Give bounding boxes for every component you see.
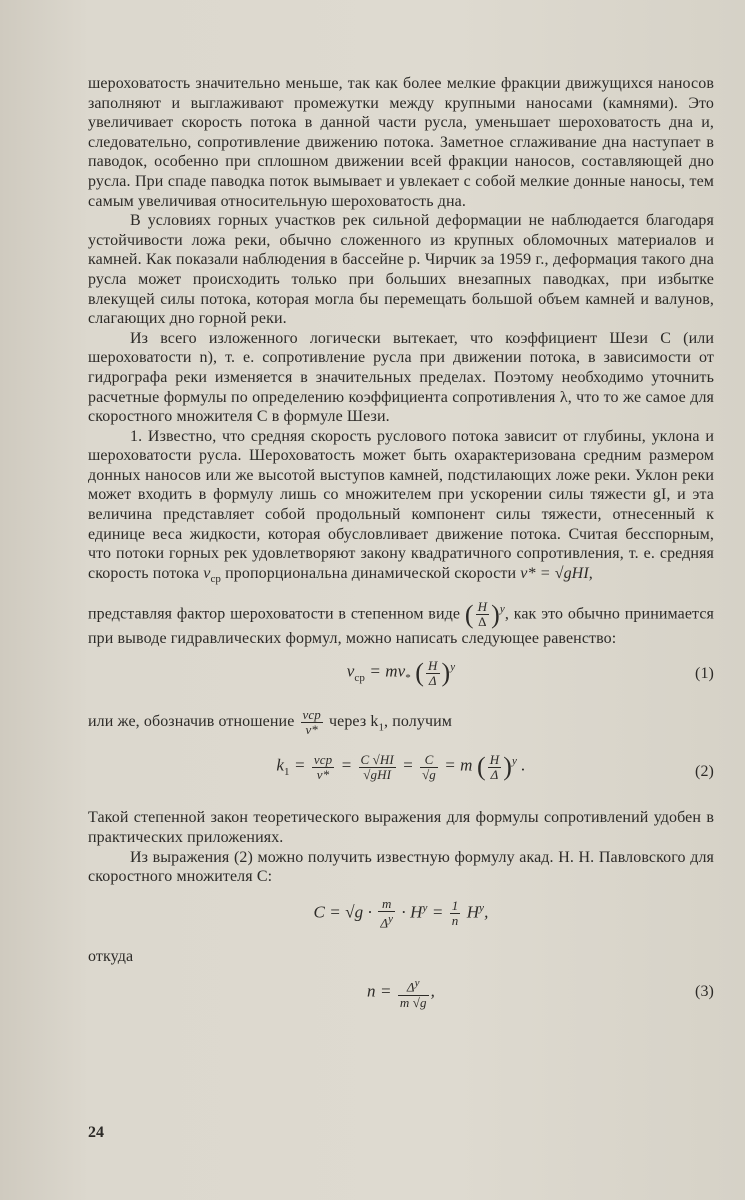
paragraph-5-end: , как это обычно принимается при выводе гидравлических формул, можно написать следующее равенство: xyxy=(88,604,714,647)
paragraph-2: В условиях горных участков рек сильной деформации не наблюдается благодаря устойчивости ложа реки, обычно сложенного из крупных обломочных материалов и камней. Как показали наблюдения в бассейне р. Чирчик за 1959 г., деформация такого дна русла может происходить только при больших внезапных паводках, при избытке влекущей силы потока, которая могла бы перемещать большой объем камней и валунов, слагающих дно горной реки. xyxy=(88,212,714,328)
paragraph-6: или же, обозначив отношение $\frac{\text{vср}}{v*}$ через $k_1$, получим xyxy=(88,707,453,738)
paragraph-3: Из всего изложенного логически вытекает, что коэффициент Шези C (или шероховатости n), т. е. сопротивление русла при движении потока, в зависимости от гидрографа реки изменяется в значительных пределах. Поэтому необходимо уточнить расчетные формулы по определению коэффициента сопротивления λ, что то же самое для скоростного множителя C в формуле Шези. xyxy=(88,329,714,426)
equation-1-number: (1) xyxy=(695,665,714,683)
dynamic-velocity: v* = √gHI, xyxy=(520,564,593,582)
equation-pavlovsky: C = √g · $\frac{m}{\Delta^y}$ · $H^y$ = $\frac{1}{n}$ $H^y$, xyxy=(313,895,489,931)
paragraph-9: откуда xyxy=(88,947,134,965)
paragraph-4 xyxy=(88,427,714,590)
velocity-symbol: v xyxy=(203,564,211,582)
body-text xyxy=(88,74,714,1026)
equation-2: $k_1$ = $\frac{\text{vср}}{v*}$ = $\frac{C √HI}{\text{√gHI}}$ = $\frac{C}{√g}$ = m ( $\frac{H}{\Delta}$ )$^y$ . (2) xyxy=(276,751,714,782)
paragraph-1: шероховатость значительно меньше, так как более мелкие фракции движущихся наносов заполняют и выглаживают промежутки между крупными наносами (камнями). Это увеличивает скорость потока в данной части русла, уменьшает шероховатость дна и, следовательно, сопротивление движению потока. Заметное сглаживание дна наступает в паводок, особенно при сплошном движении всей фракции наносов, составляющей дно русла. При спаде паводка поток вымывает и увлекает с собой мелкие донные наносы, тем самым увеличивая относительную шероховатость дна. xyxy=(88,75,714,210)
paragraph-5: представляя фактор шероховатости в степенном виде ( $\frac{H}{\Delta}$ )$^y$, как это обычно принимается при выводе гидравлических формул, можно написать следующее равенство: xyxy=(88,598,714,647)
velocity-subscript: ср xyxy=(210,573,222,586)
paragraph-5-start: представляя фактор шероховатости в степенном виде xyxy=(88,604,461,622)
equation-1: $v_{ср} = mv_*$ ( $\frac{H}{\Delta}$ )$^y$ (1) xyxy=(346,657,714,688)
ratio-fraction: $\frac{\text{vср}}{v*}$ xyxy=(302,707,321,738)
equation-3-number: (3) xyxy=(695,983,714,1001)
paragraph-8: Из выражения (2) можно получить известную формулу акад. Н. Н. Павловского для скоростного множителя C: xyxy=(88,848,714,886)
inline-exponent: y xyxy=(499,602,505,615)
inline-fraction-h-delta: $\frac{H}{\Delta}$ xyxy=(477,598,488,629)
equation-2-number: (2) xyxy=(695,763,714,781)
paragraph-7: Такой степенной закон теоретического выражения для формулы сопротивлений удобен в практических приложениях. xyxy=(88,809,714,846)
equation-3: n = $\frac{\Delta^y}{m √g}$ , (3) xyxy=(367,977,714,1010)
paragraph-4-text: 1. Известно, что средняя скорость руслового потока зависит от глубины, уклона и шероховатости русла. Шероховатость может быть охарактеризована средним размером донных наносов или же высотой выступов камней, подстилающих ложе реки. Уклон реки может входить в формулу лишь со множителем при ускорении силы тяжести gI, и эта величина представляет собой продольный компонент силы тяжести, отнесенный к единице веса жидкости, которая обусловливает движение потока. Считая бесспорным, что потоки горных рек удовлетворяют закону квадратичного сопротивления, т. е. средняя скорость потока xyxy=(88,427,714,582)
paragraph-4-mid: пропорциональна динамической скорости xyxy=(225,564,517,582)
page-number: 24 xyxy=(88,1124,104,1141)
